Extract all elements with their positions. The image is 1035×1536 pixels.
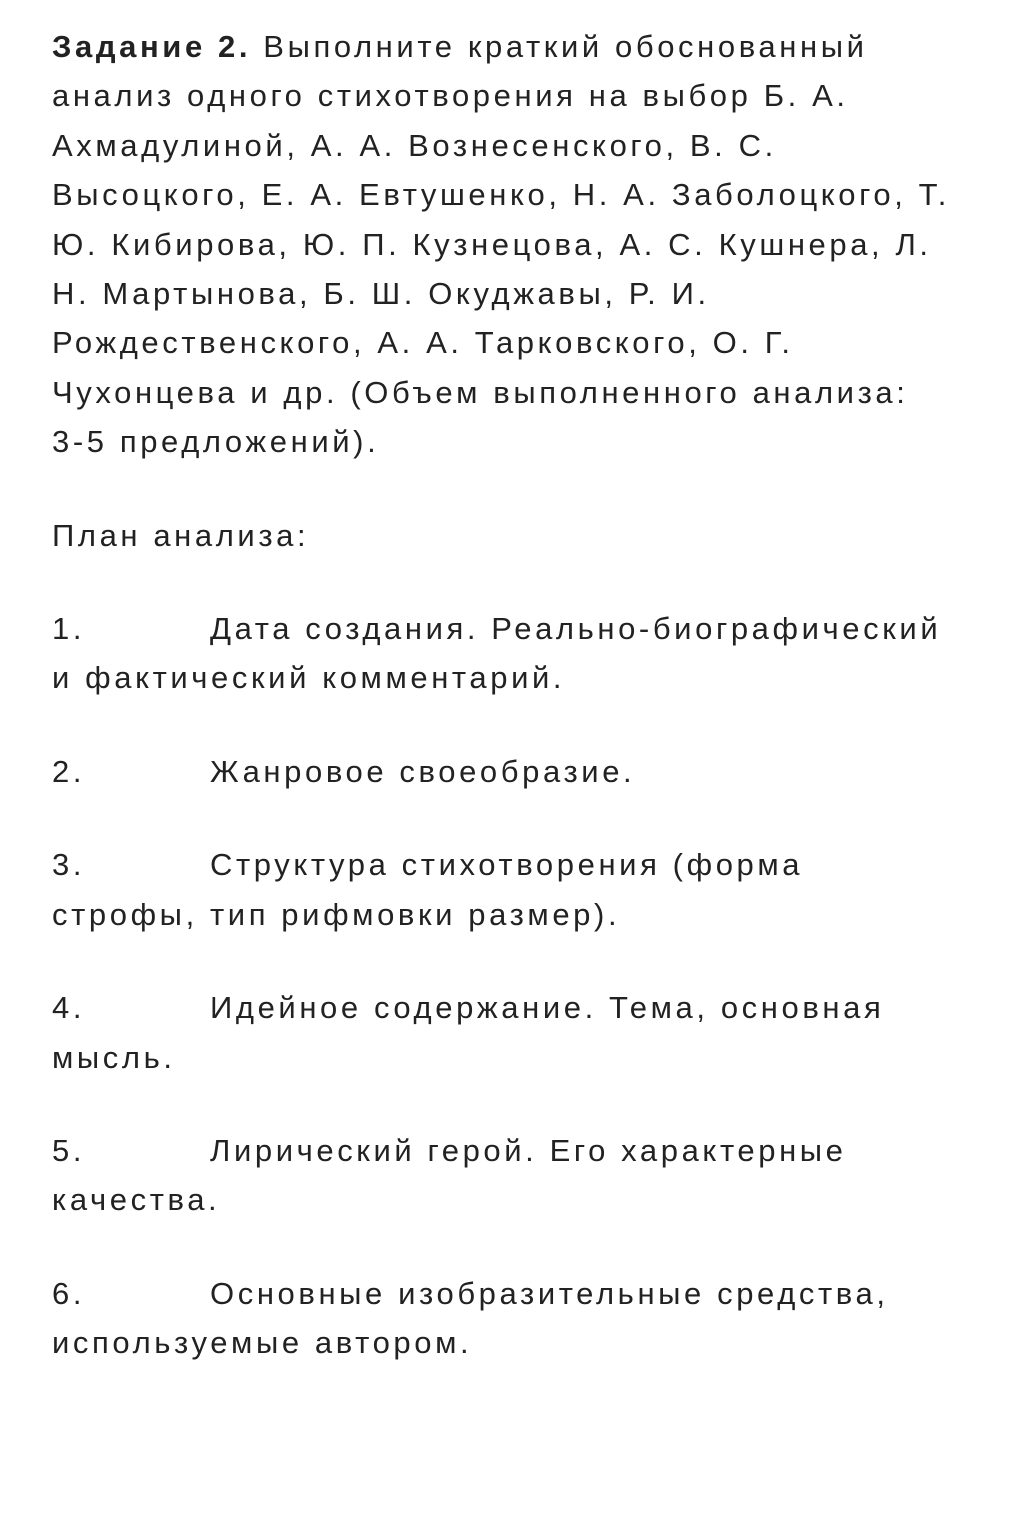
document-page <box>52 22 952 1368</box>
list-item <box>52 604 952 703</box>
list-item-text: Дата создания. Реально-биографический и фактический комментарий. <box>52 611 942 696</box>
task-label: Задание 2. <box>52 29 252 64</box>
list-item-text: Идейное содержание. Тема, основная мысль. <box>52 990 885 1075</box>
list-item-text: Структура стихотворения (форма строфы, тип рифмовки размер). <box>52 847 804 932</box>
task-text: Выполните краткий обоснованный анализ одного стихотворения на выбор Б. А. Ахмадулиной, А. А. Вознесенского, В. С. Высоцкого, Е. А. Евтушенко, Н. А. Заболоцкого, Т. Ю. Кибирова, Ю. П. Кузнецова, А. С. Кушнера, Л. Н. Мартынова, Б. Ш. Окуджавы, Р. И. Рождественского, А. А. Тарковского, О. Г. Чухонцева и др. (Объем выполненного анализа: 3-5 предложений). <box>52 29 950 460</box>
list-item <box>52 840 952 939</box>
list-item-number: 2. <box>52 753 86 789</box>
list-item-text: Лирический герой. Его характерные качества. <box>52 1132 847 1218</box>
list-item <box>52 983 952 1082</box>
list-item-text: Основные изобразительные средства, используемые автором. <box>52 1275 889 1361</box>
list-item-number: 1. <box>52 611 86 647</box>
plan-list <box>52 604 952 1367</box>
list-item-number: 5. <box>52 1132 86 1168</box>
list-item-text: Жанровое своеобразие. <box>210 753 636 789</box>
list-item <box>52 1126 952 1225</box>
list-item-number: 3. <box>52 847 86 883</box>
task-paragraph <box>52 22 952 467</box>
list-item-number: 4. <box>52 990 86 1026</box>
list-item <box>52 1269 952 1368</box>
list-item-number: 6. <box>52 1275 86 1311</box>
plan-heading: План анализа: <box>52 517 310 553</box>
list-item <box>52 747 952 796</box>
